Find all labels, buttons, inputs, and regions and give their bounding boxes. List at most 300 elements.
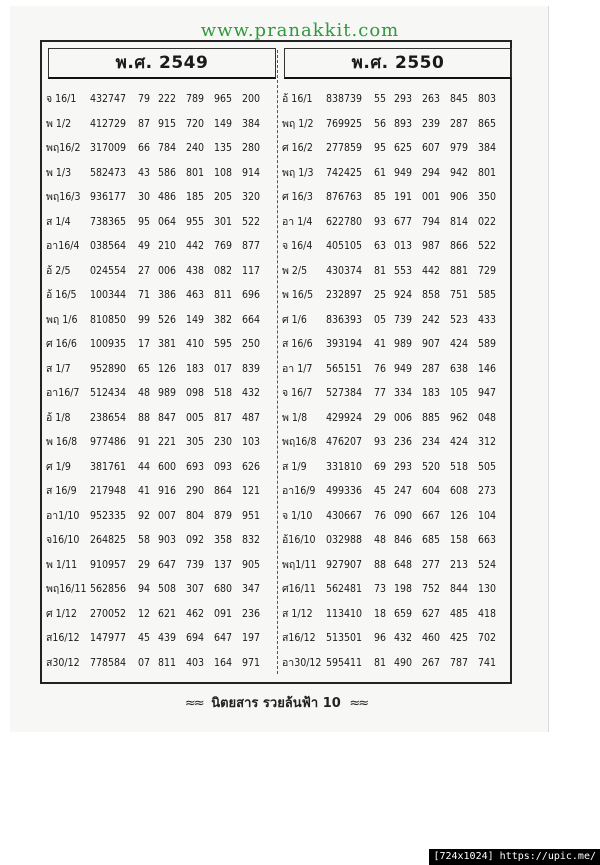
three-digit: 729 [478, 264, 497, 277]
three-digit: 242 [422, 313, 441, 326]
first-prize: 113410 [326, 607, 363, 620]
three-digit: 236 [242, 607, 261, 620]
first-prize: 430667 [326, 509, 363, 522]
three-digit: 817 [214, 411, 233, 424]
three-digit: 082 [214, 264, 233, 277]
three-digit: 438 [186, 264, 205, 277]
draw-date: อา16/9 [282, 485, 316, 497]
three-digit: 485 [450, 607, 469, 620]
three-digit: 508 [158, 583, 177, 595]
three-digit: 752 [422, 583, 441, 595]
three-digit: 433 [478, 313, 497, 326]
draw-date: พฤ16/3 [46, 191, 81, 203]
draw-date: จ16/10 [46, 534, 80, 546]
result-row [282, 602, 514, 627]
three-digit: 962 [450, 411, 469, 424]
three-digit: 905 [242, 558, 261, 571]
three-digit: 951 [242, 509, 261, 522]
three-digit: 589 [478, 338, 497, 350]
draw-date: จ 16/1 [46, 93, 77, 105]
two-digit: 12 [138, 607, 151, 620]
first-prize: 476207 [326, 436, 363, 448]
three-digit: 247 [394, 485, 413, 497]
two-digit: 81 [374, 656, 387, 669]
three-digit: 522 [242, 215, 261, 228]
two-digit: 17 [138, 338, 151, 350]
two-digit: 41 [138, 485, 151, 497]
three-digit: 149 [214, 117, 233, 130]
three-digit: 595 [214, 338, 233, 350]
two-digit: 94 [138, 583, 151, 595]
three-digit: 832 [242, 534, 261, 546]
first-prize: 412729 [90, 117, 127, 130]
two-digit: 93 [374, 215, 387, 228]
three-digit: 607 [422, 142, 441, 154]
three-digit: 627 [422, 607, 441, 620]
two-digit: 29 [374, 411, 387, 424]
three-digit: 916 [158, 485, 177, 497]
three-digit: 221 [158, 436, 177, 448]
three-digit: 702 [478, 632, 497, 644]
three-digit: 092 [186, 534, 205, 546]
three-digit: 677 [394, 215, 413, 228]
three-digit: 117 [242, 264, 261, 277]
first-prize: 565151 [326, 362, 363, 375]
three-digit: 135 [214, 142, 233, 154]
first-prize: 769925 [326, 117, 363, 130]
result-row [46, 528, 278, 553]
three-digit: 989 [158, 387, 177, 399]
three-digit: 301 [214, 215, 233, 228]
two-digit: 65 [138, 362, 151, 375]
two-digit: 81 [374, 264, 387, 277]
three-digit: 130 [478, 583, 497, 595]
three-digit: 197 [242, 632, 261, 644]
three-digit: 183 [422, 387, 441, 399]
three-digit: 667 [422, 509, 441, 522]
three-digit: 600 [158, 460, 177, 473]
three-digit: 490 [394, 656, 413, 669]
result-row [282, 430, 514, 455]
three-digit: 685 [422, 534, 441, 546]
three-digit: 811 [214, 289, 233, 301]
three-digit: 250 [242, 338, 261, 350]
three-digit: 664 [242, 313, 261, 326]
first-prize: 232897 [326, 289, 363, 301]
result-row [282, 210, 514, 235]
three-digit: 741 [478, 656, 497, 669]
three-digit: 005 [186, 411, 205, 424]
first-prize: 381761 [90, 460, 127, 473]
three-digit: 659 [394, 607, 413, 620]
draw-date: พ 1/8 [282, 411, 308, 424]
draw-date: ส 16/6 [282, 338, 313, 350]
result-row [46, 161, 278, 186]
two-digit: 96 [374, 632, 387, 644]
result-row [282, 332, 514, 357]
draw-date: ศ 1/6 [282, 313, 307, 326]
three-digit: 847 [158, 411, 177, 424]
three-digit: 006 [158, 264, 177, 277]
three-digit: 442 [422, 264, 441, 277]
three-digit: 751 [450, 289, 469, 301]
draw-date: ศ 16/2 [282, 142, 313, 154]
result-row [282, 504, 514, 529]
three-digit: 121 [242, 485, 261, 497]
first-prize: 264825 [90, 534, 127, 546]
first-prize: 876763 [326, 191, 363, 203]
result-row [282, 406, 514, 431]
three-digit: 350 [478, 191, 497, 203]
three-digit: 914 [242, 166, 261, 179]
three-digit: 787 [450, 656, 469, 669]
draw-date: อ้ 2/5 [46, 264, 71, 277]
three-digit: 384 [242, 117, 261, 130]
three-digit: 694 [186, 632, 205, 644]
draw-date: ศ 16/6 [46, 338, 77, 350]
three-digit: 205 [214, 191, 233, 203]
three-digit: 903 [158, 534, 177, 546]
two-digit: 05 [374, 313, 387, 326]
draw-date: ส 1/12 [282, 607, 313, 620]
two-digit: 88 [138, 411, 151, 424]
two-digit: 18 [374, 607, 387, 620]
three-digit: 382 [214, 313, 233, 326]
three-digit: 893 [394, 117, 413, 130]
three-digit: 638 [450, 362, 469, 375]
two-digit: 76 [374, 362, 387, 375]
two-digit: 30 [138, 191, 151, 203]
three-digit: 103 [242, 436, 261, 448]
three-digit: 942 [450, 166, 469, 179]
three-digit: 801 [186, 166, 205, 179]
result-row [282, 381, 514, 406]
result-row [282, 136, 514, 161]
three-digit: 881 [450, 264, 469, 277]
three-digit: 463 [186, 289, 205, 301]
three-digit: 381 [158, 338, 177, 350]
first-prize: 977486 [90, 436, 127, 448]
result-row [282, 455, 514, 480]
three-digit: 585 [478, 289, 497, 301]
three-digit: 586 [158, 166, 177, 179]
three-digit: 386 [158, 289, 177, 301]
three-digit: 846 [394, 534, 413, 546]
three-digit: 294 [422, 166, 441, 179]
first-prize: 562856 [90, 583, 127, 595]
draw-date: อา16/7 [46, 387, 80, 399]
two-digit: 76 [374, 509, 387, 522]
first-prize: 038564 [90, 240, 127, 252]
three-digit: 158 [450, 534, 469, 546]
draw-date: ส16/12 [282, 632, 316, 644]
three-digit: 403 [186, 656, 205, 669]
three-digit: 001 [422, 191, 441, 203]
first-prize: 595411 [326, 656, 363, 669]
three-digit: 915 [158, 117, 177, 130]
result-row [282, 112, 514, 137]
first-prize: 562481 [326, 583, 363, 595]
three-digit: 804 [186, 509, 205, 522]
three-digit: 987 [422, 240, 441, 252]
website-watermark: www.pranakkit.com [200, 20, 400, 41]
draw-date: พฤ 1/6 [46, 313, 78, 326]
three-digit: 947 [478, 387, 497, 399]
result-row [46, 381, 278, 406]
three-digit: 680 [214, 583, 233, 595]
three-digit: 553 [394, 264, 413, 277]
three-digit: 191 [394, 191, 413, 203]
draw-date: ศ 16/3 [282, 191, 313, 203]
three-digit: 811 [158, 656, 177, 669]
three-digit: 784 [158, 142, 177, 154]
three-digit: 091 [214, 607, 233, 620]
three-digit: 814 [450, 215, 469, 228]
three-digit: 305 [186, 436, 205, 448]
ornament-left-icon: ≈≈ [184, 696, 203, 711]
three-digit: 505 [478, 460, 497, 473]
first-prize: 429924 [326, 411, 363, 424]
result-row [282, 161, 514, 186]
result-row [46, 504, 278, 529]
three-digit: 240 [186, 142, 205, 154]
draw-date: อา 1/7 [282, 362, 313, 375]
three-digit: 432 [242, 387, 261, 399]
draw-date: พ 1/11 [46, 558, 78, 571]
two-digit: 44 [138, 460, 151, 473]
three-digit: 526 [158, 313, 177, 326]
result-row [282, 308, 514, 333]
draw-date: ส 1/7 [46, 362, 71, 375]
three-digit: 487 [242, 411, 261, 424]
result-row [46, 430, 278, 455]
three-digit: 858 [422, 289, 441, 301]
three-digit: 794 [422, 215, 441, 228]
three-digit: 210 [158, 240, 177, 252]
result-row [46, 87, 278, 112]
three-digit: 693 [186, 460, 205, 473]
draw-date: พฤ16/11 [46, 583, 87, 595]
result-row [46, 332, 278, 357]
three-digit: 971 [242, 656, 261, 669]
three-digit: 022 [478, 215, 497, 228]
three-digit: 290 [186, 485, 205, 497]
two-digit: 07 [138, 656, 151, 669]
two-digit: 71 [138, 289, 151, 301]
draw-date: พฤ16/8 [282, 436, 317, 448]
first-prize: 838739 [326, 93, 363, 105]
draw-date: อ้ 16/5 [46, 289, 77, 301]
three-digit: 198 [394, 583, 413, 595]
two-digit: 87 [138, 117, 151, 130]
result-row [46, 553, 278, 578]
three-digit: 621 [158, 607, 177, 620]
three-digit: 879 [214, 509, 233, 522]
draw-date: อ้16/10 [282, 534, 316, 546]
result-row [282, 283, 514, 308]
three-digit: 486 [158, 191, 177, 203]
three-digit: 989 [394, 338, 413, 350]
first-prize: 032988 [326, 534, 363, 546]
draw-date: จ 16/7 [282, 387, 313, 399]
result-row [282, 259, 514, 284]
first-prize: 432747 [90, 93, 127, 105]
result-row [46, 308, 278, 333]
first-prize: 317009 [90, 142, 127, 154]
result-row [46, 479, 278, 504]
draw-date: พ 16/5 [282, 289, 314, 301]
three-digit: 626 [242, 460, 261, 473]
three-digit: 739 [186, 558, 205, 571]
two-digit: 55 [374, 93, 387, 105]
draw-date: จ 16/4 [282, 240, 313, 252]
three-digit: 439 [158, 632, 177, 644]
first-prize: 147977 [90, 632, 127, 644]
two-digit: 99 [138, 313, 151, 326]
three-digit: 696 [242, 289, 261, 301]
three-digit: 146 [478, 362, 497, 375]
three-digit: 183 [186, 362, 205, 375]
two-digit: 41 [374, 338, 387, 350]
ornament-right-icon: ≈≈ [349, 696, 368, 711]
three-digit: 442 [186, 240, 205, 252]
draw-date: อา1/10 [46, 509, 80, 522]
first-prize: 405105 [326, 240, 363, 252]
three-digit: 979 [450, 142, 469, 154]
three-digit: 518 [214, 387, 233, 399]
two-digit: 95 [138, 215, 151, 228]
result-row [282, 185, 514, 210]
first-prize: 513501 [326, 632, 363, 644]
result-row [46, 455, 278, 480]
magazine-title: นิตยสาร รวยล้นฟ้า 10 [211, 696, 341, 711]
three-digit: 263 [422, 93, 441, 105]
first-prize: 910957 [90, 558, 127, 571]
three-digit: 647 [158, 558, 177, 571]
draw-date: พ 2/5 [282, 264, 308, 277]
two-digit: 73 [374, 583, 387, 595]
two-digit: 48 [374, 534, 387, 546]
three-digit: 334 [394, 387, 413, 399]
three-digit: 320 [242, 191, 261, 203]
three-digit: 949 [394, 362, 413, 375]
three-digit: 789 [186, 93, 205, 105]
result-row [282, 651, 514, 676]
three-digit: 384 [478, 142, 497, 154]
three-digit: 213 [450, 558, 469, 571]
two-digit: 91 [138, 436, 151, 448]
three-digit: 017 [214, 362, 233, 375]
three-digit: 864 [214, 485, 233, 497]
three-digit: 108 [214, 166, 233, 179]
first-prize: 836393 [326, 313, 363, 326]
column-title: พ.ศ. 2549 [48, 48, 276, 79]
result-row [282, 577, 514, 602]
three-digit: 006 [394, 411, 413, 424]
three-digit: 200 [242, 93, 261, 105]
first-prize: 738365 [90, 215, 127, 228]
three-digit: 803 [478, 93, 497, 105]
three-digit: 739 [394, 313, 413, 326]
three-digit: 949 [394, 166, 413, 179]
lottery-results-table [40, 40, 512, 684]
two-digit: 58 [138, 534, 151, 546]
three-digit: 865 [478, 117, 497, 130]
three-digit: 185 [186, 191, 205, 203]
result-row [282, 87, 514, 112]
two-digit: 29 [138, 558, 151, 571]
three-digit: 647 [214, 632, 233, 644]
draw-date: อา16/4 [46, 240, 80, 252]
result-row [46, 210, 278, 235]
three-digit: 293 [394, 93, 413, 105]
result-row [282, 626, 514, 651]
three-digit: 410 [186, 338, 205, 350]
first-prize: 217948 [90, 485, 127, 497]
three-digit: 307 [186, 583, 205, 595]
three-digit: 839 [242, 362, 261, 375]
three-digit: 293 [394, 460, 413, 473]
two-digit: 25 [374, 289, 387, 301]
result-row [46, 651, 278, 676]
three-digit: 164 [214, 656, 233, 669]
result-row [282, 479, 514, 504]
two-digit: 43 [138, 166, 151, 179]
draw-date: อา 1/4 [282, 215, 313, 228]
draw-date: พ 16/8 [46, 436, 78, 448]
first-prize: 393194 [326, 338, 363, 350]
three-digit: 287 [450, 117, 469, 130]
two-digit: 93 [374, 436, 387, 448]
draw-date: ส 1/9 [282, 460, 307, 473]
three-digit: 866 [450, 240, 469, 252]
draw-date: พฤ 1/2 [282, 117, 314, 130]
results-rows [282, 87, 514, 675]
first-prize: 778584 [90, 656, 127, 669]
page-footer [0, 692, 552, 713]
first-prize: 527384 [326, 387, 363, 399]
three-digit: 965 [214, 93, 233, 105]
draw-date: พ 1/3 [46, 166, 72, 179]
three-digit: 518 [450, 460, 469, 473]
draw-date: พฤ16/2 [46, 142, 81, 154]
three-digit: 267 [422, 656, 441, 669]
result-row [282, 357, 514, 382]
three-digit: 126 [450, 509, 469, 522]
two-digit: 88 [374, 558, 387, 571]
three-digit: 104 [478, 509, 497, 522]
column-title: พ.ศ. 2550 [284, 48, 512, 79]
three-digit: 877 [242, 240, 261, 252]
three-digit: 520 [422, 460, 441, 473]
first-prize: 270052 [90, 607, 127, 620]
draw-date: พฤ 1/3 [282, 166, 314, 179]
two-digit: 85 [374, 191, 387, 203]
three-digit: 625 [394, 142, 413, 154]
result-row [46, 626, 278, 651]
two-digit: 45 [138, 632, 151, 644]
two-digit: 63 [374, 240, 387, 252]
three-digit: 663 [478, 534, 497, 546]
two-digit: 56 [374, 117, 387, 130]
draw-date: ศ 1/12 [46, 607, 77, 620]
three-digit: 239 [422, 117, 441, 130]
two-digit: 92 [138, 509, 151, 522]
first-prize: 582473 [90, 166, 127, 179]
first-prize: 331810 [326, 460, 363, 473]
two-digit: 69 [374, 460, 387, 473]
first-prize: 499336 [326, 485, 363, 497]
